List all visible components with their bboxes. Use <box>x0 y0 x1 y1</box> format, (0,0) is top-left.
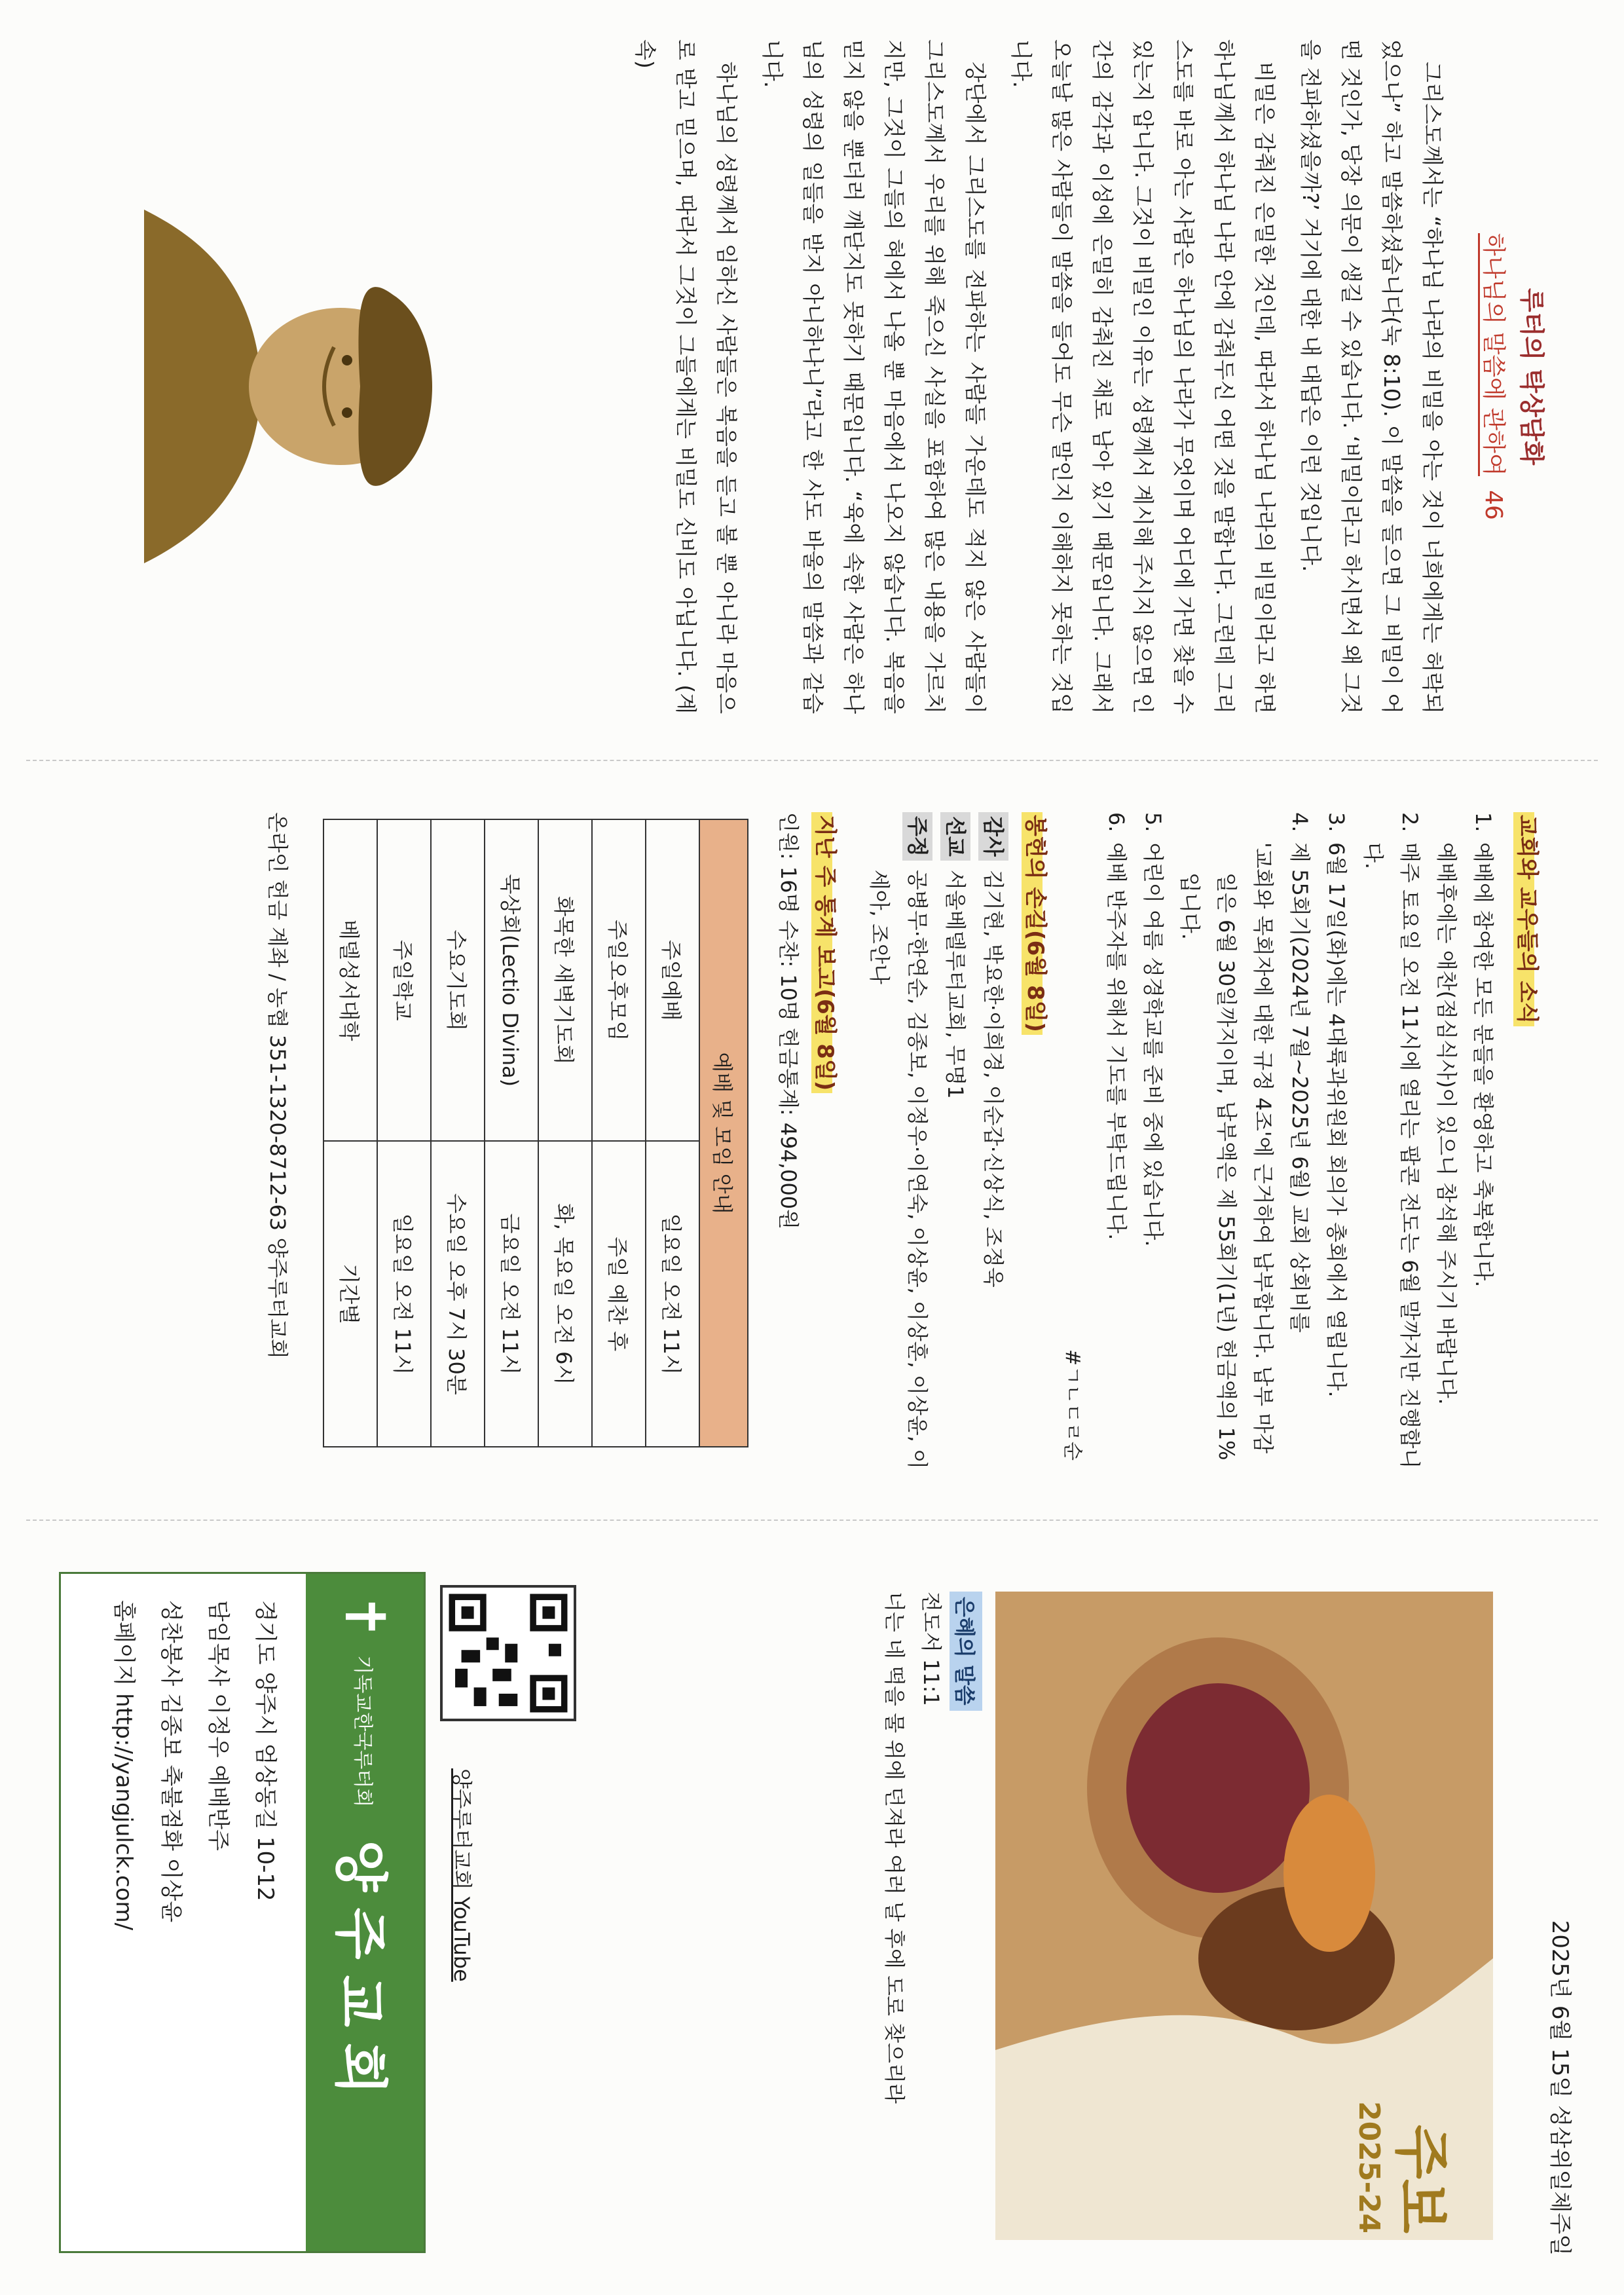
offering-row: 주정 공병무·한연순, 김종보, 이정우·이연숙, 이상윤, 이상훈, 이상윤, 이세아, 조안나 <box>860 812 936 1474</box>
verse-tag: 은혜의 말씀 <box>950 1592 982 1711</box>
table-row: 수요기도회 수요일 오후 7시 30분 <box>431 819 485 1447</box>
bulletin-number: 2025-24 <box>1352 2101 1386 2233</box>
cross-icon: ✝ <box>333 1594 397 1640</box>
offering-heading: 봉헌의 손길(6월 8일) <box>1022 812 1054 1035</box>
cover-column <box>0 1520 1624 2295</box>
bulletin-label <box>1352 2083 1467 2233</box>
account-info: 온라인 헌금 계좌 / 농협 351-1320-8712-63 양주루터교회 <box>265 812 290 1359</box>
verse-reference: 전도서 11:1 <box>919 1592 944 1706</box>
table-row: 주일예배 일요일 오전 11시 <box>646 819 699 1447</box>
paragraph: 하나님의 성령께서 임하신 사람들은 복음을 듣고 볼 뿐 아니라 마음으로 받고 믿으며, 따라서 그것이 그들에게는 비밀도 신비도 아닙니다. (계속) <box>633 39 739 714</box>
schedule-header: 예배 및 모임 안내 <box>699 819 748 1447</box>
column-title: 루터의 탁상담화 <box>1517 288 1546 466</box>
denomination: 기독교한국루터회 <box>351 1655 374 1808</box>
news-item: 5.어린이 여름 성경학교를 준비 중에 있습니다. <box>1141 812 1166 1247</box>
offering-list <box>860 812 1012 1474</box>
qr-code-image[interactable] <box>440 1585 576 1721</box>
paragraph: 강단에서 그리스도를 전파하는 사람들 가운데도 적지 않은 사람들이 그리스도께서 우리를 위해 죽으신 사실을 포함하여 많은 내용을 가르치지만, 그것이 그들의 혀에서 나올 뿐 마음에서 나오지 않습니다. 복음을 믿지 않을 뿐더러 깨닫지도 못하기 때문입니다. “육에 속한 사람은 하나님의 성령의 일들을 받지 아니하나니”라고 한 사도 바울의 말씀과 같습니다. <box>760 39 988 714</box>
hashtag-note: #ㄱㄴㄷㄹ순 <box>1061 1349 1084 1461</box>
youtube-link[interactable]: 양주루터교회 YouTube <box>449 1768 474 1982</box>
offering-row: 감사 김기현, 박요한·이희경, 이순갑·신상식, 조정욱 <box>974 812 1012 1474</box>
church-name: 양주교회 <box>329 1840 392 2111</box>
column-subtitle-main: 하나님의 말씀에 관하여 <box>1478 233 1507 476</box>
pastor-line: 담임목사 이정우 예배반주 <box>205 1600 231 1851</box>
stats-heading: 지난 주 통계 보고(6월 8일) <box>811 812 843 1093</box>
paragraph: 그리스도께서는 “하나님 나라의 비밀을 아는 것이 너희에게는 허락되었으나” 하고 말씀하셨습니다(눅 8:10). 이 말씀을 들으면 그 비밀이 어떤 것인가, 당장 의문이 생길 수 있습니다. ‘비밀이라고 하시면서 왜 그것을 전파하셨을까?’ 거기에 대한 내 대답은 이런 것입니다. <box>1298 39 1445 714</box>
offering-row: 선교 서울베델루터교회, 무명1 <box>936 812 974 1474</box>
service-date: 2025년 6월 15일 성삼위일체주일 <box>1547 1920 1573 2256</box>
homepage-link[interactable]: 홈페이지 http://yangjulck.com/ <box>111 1600 137 1931</box>
church-banner <box>306 1574 424 2251</box>
table-row: 화목한 새벽기도회 화, 목요일 오전 6시 <box>538 819 592 1447</box>
luther-portrait-image <box>105 131 471 642</box>
table-row: 주일학교 일요일 오전 11시 <box>377 819 431 1447</box>
church-info-box <box>59 1572 426 2253</box>
bulletin-title: 주보 <box>1388 2124 1454 2233</box>
schedule-table <box>323 819 748 1447</box>
verse-section <box>876 1592 982 2247</box>
paragraph: 비밀은 감춰진 은밀한 것인데, 따라서 하나님 나라의 비밀이라고 하면 하나님께서 하나님 나라 안에 감춰두신 어떤 것을 말합니다. 그런데 그리스도를 바로 아는 사람은 하나님의 나라가 무엇이며 어디에 가면 찾을 수 있는지 압니다. 그것이 비밀인 이유는 성령께서 계시해 주시지 않으면 인간의 감각과 이성에 은밀히 감춰진 채로 남아 있기 때문입니다. 그래서 오늘날 많은 사람들이 말씀을 들어도 무슨 말인지 이해하지 못하는 것입니다. <box>1008 39 1278 714</box>
news-item: 3.6월 17일(화)에는 4대륙과위원회 회의가 총회에서 열립니다. <box>1324 812 1349 1398</box>
table-row: 묵상회(Lectio Divina) 금요일 오전 11시 <box>485 819 538 1447</box>
table-row: 주일오후모임 주일 예찬 후 <box>592 819 646 1447</box>
news-list <box>1098 812 1502 1474</box>
column-subtitle <box>1479 39 1512 714</box>
news-item: 4.제 55회기(2024년 7월~2025년 6월) 교회 상회비를 '교회와 목회자에 대한 규정 4조'에 근거하여 납부합니다. 납부 마감일은 6월 30일까지이며, 납부액은 제 55회기(1년) 헌금액의 1%입니다. <box>1177 812 1312 1461</box>
column-subtitle-number: 46 <box>1480 490 1507 520</box>
news-item: 2.매주 토요일 오전 11시에 열리는 팝콘 전도는 6월 말까지만 진행합니다. <box>1361 812 1422 1469</box>
news-item: 1.예배에 참여한 모든 분들을 환영하고 축복합니다. 예배후에는 애찬(점심식사)이 있으니 참석해 주시기 바랍니다. <box>1434 812 1496 1405</box>
news-item: 6.예배 반주자를 위해서 기도를 부탁드립니다. <box>1104 812 1129 1241</box>
news-column <box>0 760 1624 1520</box>
church-address: 경기도 양주시 엄상동길 10-12 <box>252 1600 278 1901</box>
stats-line: 인원: 16명 수찬: 10명 헌금통계: 494,000원 <box>776 812 801 1230</box>
verse-text: 너는 네 떡을 물 위에 던져라 여러 날 후에 도로 찾으리라 <box>882 1592 907 2104</box>
luther-column <box>0 0 1624 760</box>
table-row: 베델성서대학 기간별 <box>323 819 377 1447</box>
ministry-line: 성찬봉사 김종보 축불점화 이상윤 <box>158 1600 184 1923</box>
news-heading: 교회와 교우들의 소식 <box>1513 812 1545 1026</box>
column-body <box>625 39 1452 714</box>
